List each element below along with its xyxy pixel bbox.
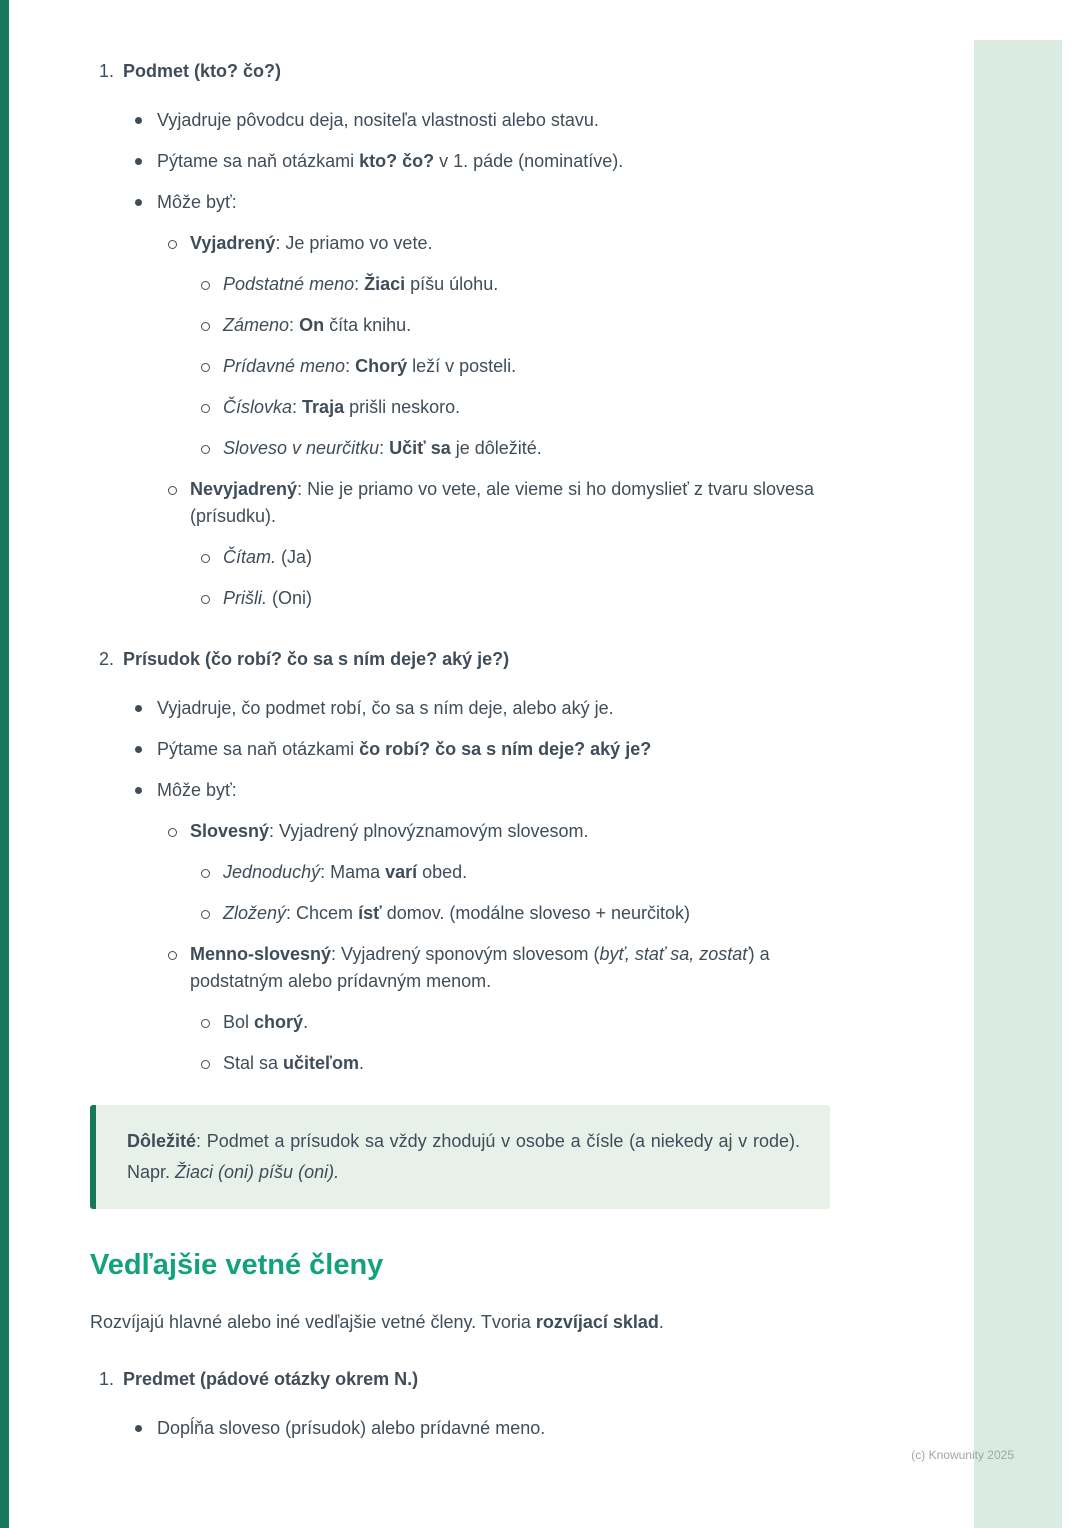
list-item xyxy=(201,585,842,612)
section-heading-vedlajsie: Vedľajšie vetné členy xyxy=(90,1249,384,1281)
list-item-text: Číslovka: Traja prišli neskoro. xyxy=(223,397,461,417)
list-item xyxy=(135,189,842,216)
intro-paragraph: Rozvíjajú hlavné alebo iné vedľajšie vetné členy. Tvoria rozvíjací sklad. xyxy=(90,1312,664,1332)
document-content xyxy=(90,58,842,1456)
list-item xyxy=(135,107,842,134)
list-item-text: Jednoduchý: Mama varí obed. xyxy=(223,862,468,882)
list-item xyxy=(135,1415,842,1442)
list-item xyxy=(135,695,842,722)
list-item xyxy=(201,900,842,927)
list-item-text: Zložený: Chcem ísť domov. (modálne sloveso + neurčitok) xyxy=(223,903,691,923)
bullet-icon xyxy=(135,189,157,216)
bullet-icon xyxy=(135,148,157,175)
circle-bullet-icon xyxy=(201,900,223,927)
list-item xyxy=(201,1050,842,1077)
list-item-text: Prišli. (Oni) xyxy=(223,588,312,608)
list-number: 1. xyxy=(99,1369,115,1389)
list-item xyxy=(201,544,842,571)
list-item xyxy=(201,859,842,886)
list-item-text: Stal sa učiteľom. xyxy=(223,1053,364,1073)
circle-bullet-icon xyxy=(201,312,223,339)
circle-bullet-icon xyxy=(201,1009,223,1036)
circle-bullet-icon xyxy=(201,859,223,886)
list-item-text: Slovesný: Vyjadrený plnovýznamovým slovesom. xyxy=(190,821,589,841)
list-item xyxy=(168,941,842,995)
list-item-text: Môže byť: xyxy=(157,780,237,800)
list-item-text: Prídavné meno: Chorý leží v posteli. xyxy=(223,356,517,376)
circle-bullet-icon xyxy=(201,271,223,298)
list-item xyxy=(201,312,842,339)
list-number: 1. xyxy=(99,61,115,81)
bullet-icon xyxy=(135,736,157,763)
heading-text: Prísudok (čo robí? čo sa s ním deje? aký je?) xyxy=(123,649,510,669)
heading-text: Predmet (pádové otázky okrem N.) xyxy=(123,1369,419,1389)
list-item xyxy=(201,353,842,380)
numbered-heading-podmet xyxy=(90,58,842,85)
list-item xyxy=(201,394,842,421)
list-item-text: Nevyjadrený: Nie je priamo vo vete, ale vieme si ho domyslieť z tvaru slovesa (prísudku). xyxy=(190,479,815,526)
list-item xyxy=(168,230,842,257)
left-accent-bar xyxy=(0,0,9,1528)
bullet-icon xyxy=(135,777,157,804)
circle-bullet-icon xyxy=(201,353,223,380)
bullet-icon xyxy=(135,107,157,134)
list-item xyxy=(201,1009,842,1036)
bullet-icon xyxy=(135,1415,157,1442)
list-item-text: Môže byť: xyxy=(157,192,237,212)
list-item-text: Menno-slovesný: Vyjadrený sponovým slovesom (byť, stať sa, zostať) a podstatným alebo prídavným menom. xyxy=(190,944,770,991)
list-item xyxy=(201,435,842,462)
list-item-text: Vyjadrený: Je priamo vo vete. xyxy=(190,233,433,253)
list-item xyxy=(168,476,842,530)
circle-bullet-icon xyxy=(201,1050,223,1077)
callout-text: Dôležité: Podmet a prísudok sa vždy zhodujú v osobe a čísle (a niekedy aj v rode). Napr. Žiaci (oni) píšu (oni). xyxy=(127,1131,800,1182)
bullet-icon xyxy=(135,695,157,722)
list-number: 2. xyxy=(99,649,115,669)
circle-bullet-icon xyxy=(201,544,223,571)
list-item-text: Vyjadruje pôvodcu deja, nositeľa vlastnosti alebo stavu. xyxy=(157,110,599,130)
list-item-text: Pýtame sa naň otázkami čo robí? čo sa s ním deje? aký je? xyxy=(157,739,652,759)
list-item-text: Zámeno: On číta knihu. xyxy=(223,315,412,335)
list-item xyxy=(168,818,842,845)
list-item xyxy=(135,148,842,175)
list-item-text: Čítam. (Ja) xyxy=(223,547,313,567)
numbered-heading-predmet xyxy=(90,1366,842,1393)
circle-bullet-icon xyxy=(201,394,223,421)
list-item-text: Sloveso v neurčitku: Učiť sa je dôležité. xyxy=(223,438,542,458)
circle-bullet-icon xyxy=(168,230,190,257)
list-item xyxy=(201,271,842,298)
circle-bullet-icon xyxy=(168,818,190,845)
circle-bullet-icon xyxy=(201,435,223,462)
circle-bullet-icon xyxy=(168,476,190,530)
list-item-text: Vyjadruje, čo podmet robí, čo sa s ním deje, alebo aký je. xyxy=(157,698,614,718)
numbered-heading-prisudok xyxy=(90,646,842,673)
right-accent-strip xyxy=(974,40,1062,1528)
list-item xyxy=(135,736,842,763)
list-item-text: Bol chorý. xyxy=(223,1012,309,1032)
list-item-text: Pýtame sa naň otázkami kto? čo? v 1. páde (nominatíve). xyxy=(157,151,624,171)
important-callout xyxy=(90,1105,830,1209)
circle-bullet-icon xyxy=(168,941,190,995)
list-item-text: Dopĺňa sloveso (prísudok) alebo prídavné meno. xyxy=(157,1418,546,1438)
heading-text: Podmet (kto? čo?) xyxy=(123,61,282,81)
list-item xyxy=(135,777,842,804)
list-item-text: Podstatné meno: Žiaci píšu úlohu. xyxy=(223,274,499,294)
watermark: (c) Knowunity 2025 xyxy=(911,1448,1014,1462)
circle-bullet-icon xyxy=(201,585,223,612)
